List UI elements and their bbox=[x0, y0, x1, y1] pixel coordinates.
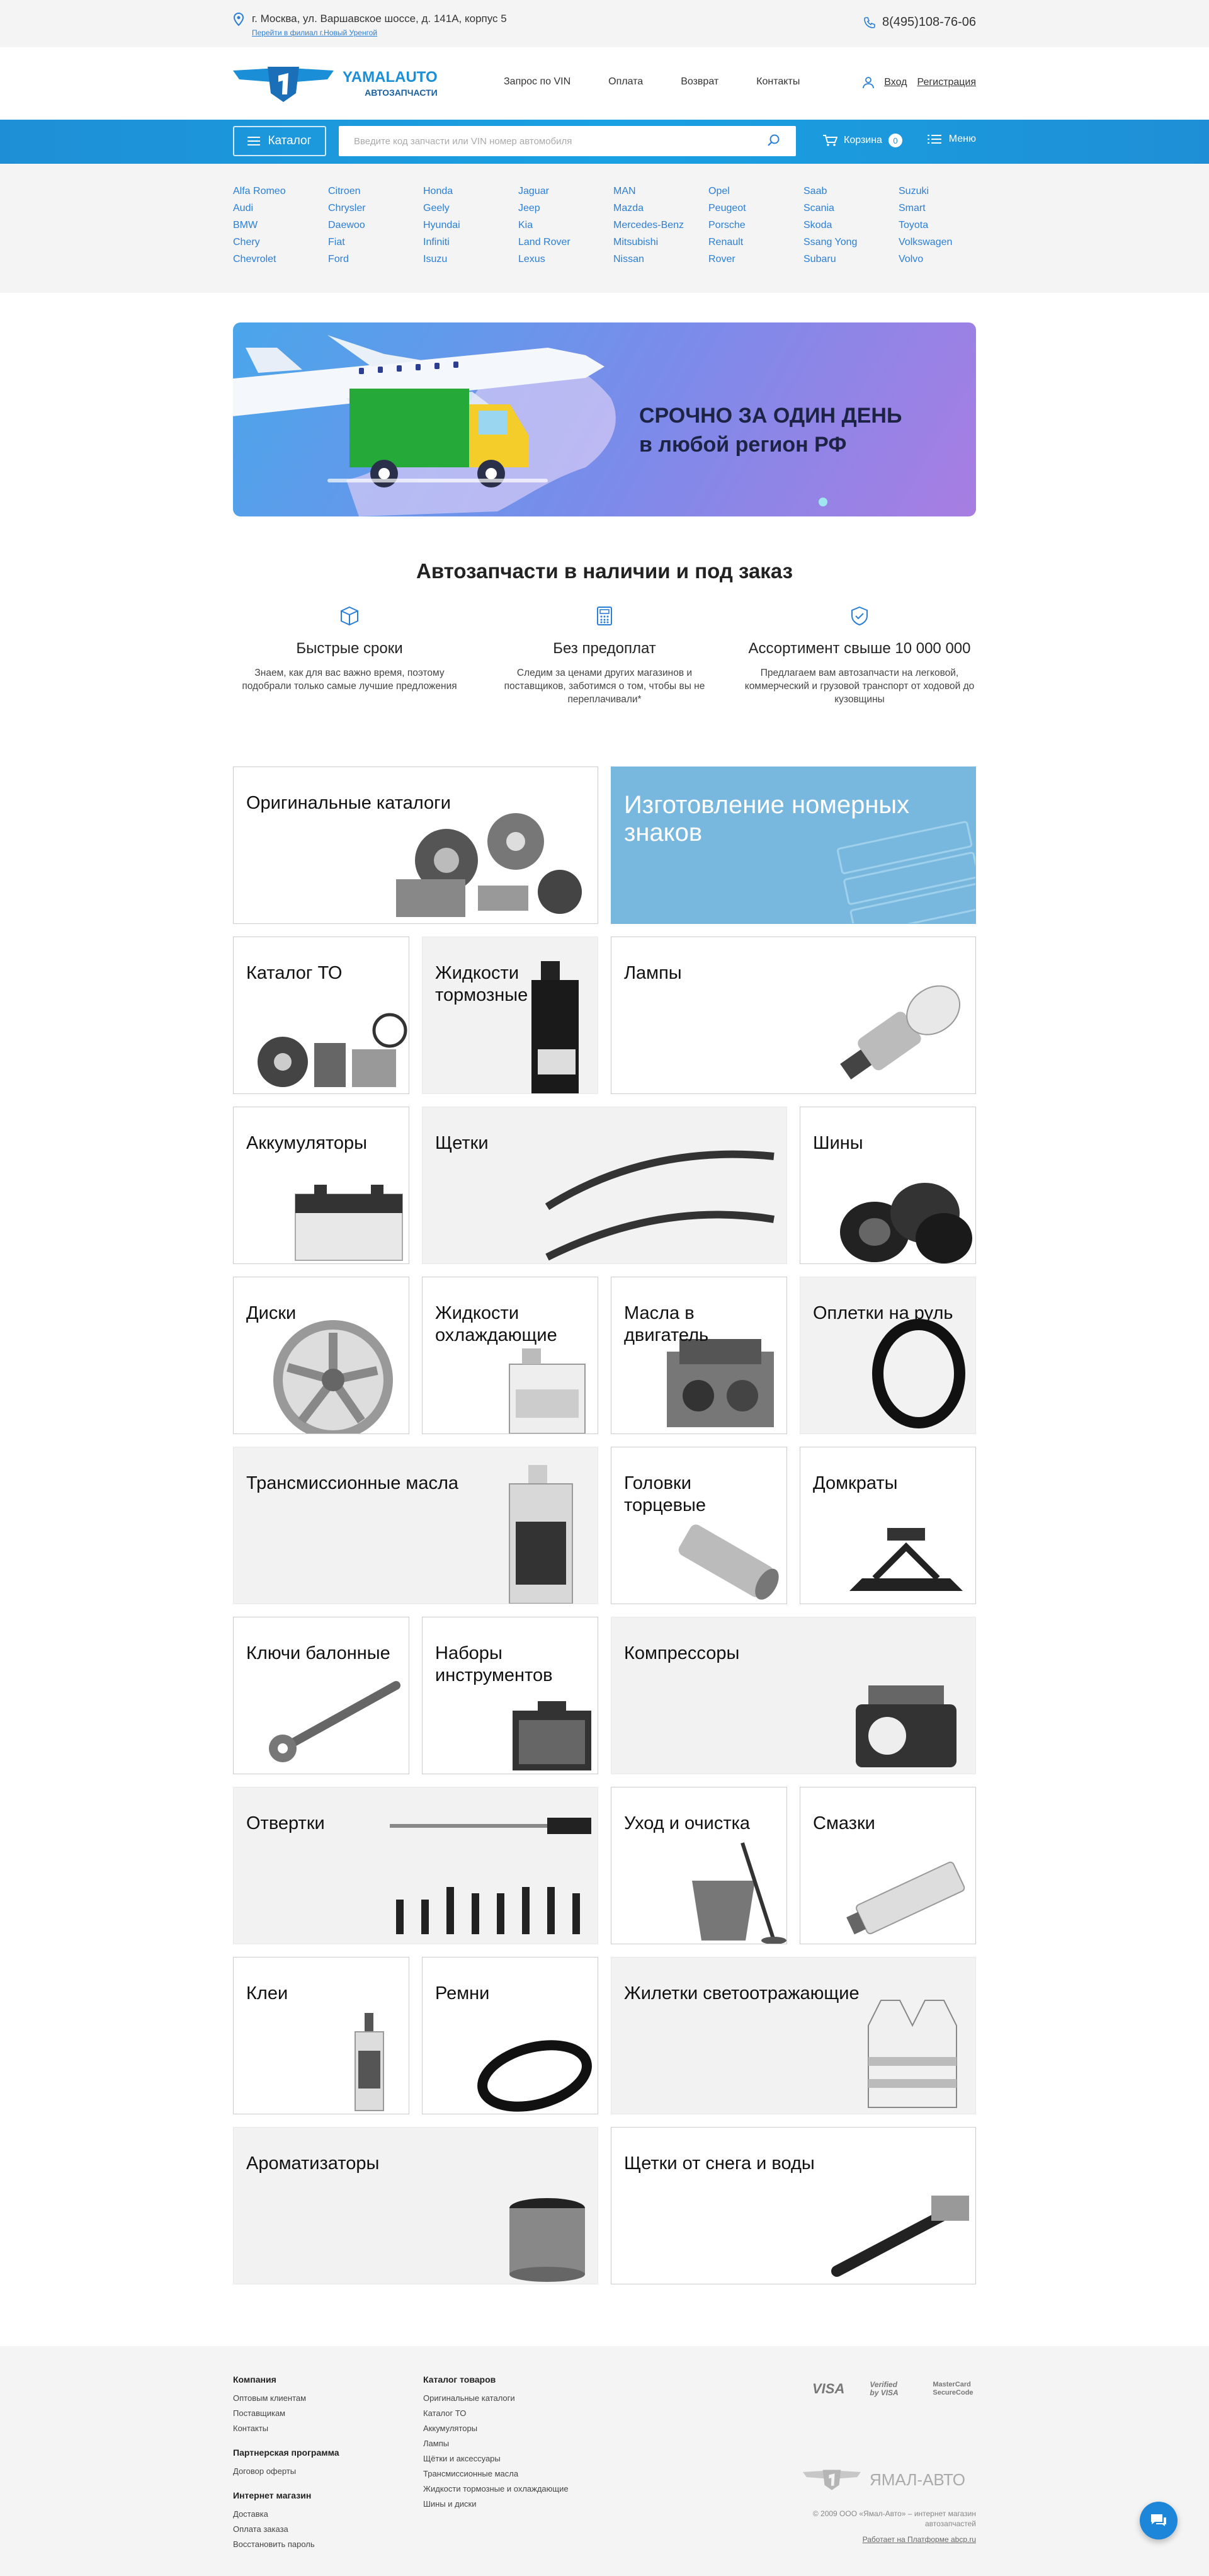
category-canister-image bbox=[497, 1339, 598, 1433]
category-bucket-image bbox=[667, 1837, 786, 1944]
category-tile-label: Жидкости тормозные bbox=[435, 963, 528, 1005]
feature-title: Быстрые сроки bbox=[296, 640, 403, 657]
footer-link[interactable]: Восстановить пароль bbox=[233, 2539, 315, 2549]
register-link[interactable]: Регистрация bbox=[917, 77, 976, 88]
brand-link[interactable]: Fiat bbox=[328, 237, 345, 248]
footer-link[interactable]: Щётки и аксессуары bbox=[423, 2454, 501, 2463]
category-tires-image bbox=[831, 1163, 975, 1263]
category-tile-label: Щетки от снега и воды bbox=[624, 2153, 815, 2174]
brand-link[interactable]: Ssang Yong bbox=[803, 237, 858, 248]
category-jar-image bbox=[497, 2189, 598, 2284]
category-tile[interactable] bbox=[233, 1957, 409, 2114]
category-tile[interactable] bbox=[422, 1277, 598, 1434]
category-tile-label: Шины bbox=[813, 1133, 863, 1153]
chat-icon bbox=[1150, 2512, 1167, 2529]
brand-link[interactable]: Ford bbox=[328, 254, 349, 265]
category-cartridge-image bbox=[346, 2007, 409, 2114]
category-battery-image bbox=[283, 1175, 409, 1263]
category-tile[interactable] bbox=[800, 1447, 976, 1604]
footer-logo-text: ЯМАЛ-АВТО bbox=[870, 2470, 965, 2489]
category-oil-image bbox=[484, 1459, 598, 1604]
category-tile-label: Наборы инструментов bbox=[435, 1643, 553, 1685]
feature-title: Ассортимент свыше 10 000 000 bbox=[748, 640, 971, 657]
category-tile[interactable] bbox=[233, 1277, 409, 1434]
brand-link[interactable]: Isuzu bbox=[423, 254, 448, 265]
brand-link[interactable]: Jaguar bbox=[518, 186, 549, 197]
nav-return[interactable]: Возврат bbox=[681, 76, 719, 87]
brand-link[interactable]: MAN bbox=[613, 186, 636, 197]
brand-link[interactable]: Mazda bbox=[613, 203, 644, 214]
category-belt-image bbox=[472, 2019, 598, 2114]
footer-link[interactable]: Оригинальные каталоги bbox=[423, 2393, 515, 2403]
platform-link[interactable]: Работает на Платформе abcp.ru bbox=[862, 2535, 976, 2544]
brand-link[interactable]: Volvo bbox=[899, 254, 924, 265]
category-compressor-image bbox=[831, 1667, 975, 1774]
category-socket-image bbox=[667, 1515, 786, 1604]
feature-text: Знаем, как для вас важно время, поэтому подобрали только самые лучшие предложения bbox=[242, 668, 457, 692]
footer-col-catalog bbox=[423, 2374, 569, 2512]
visa-logo: VISA bbox=[812, 2381, 845, 2396]
footer-link[interactable]: Шины и диски bbox=[423, 2499, 477, 2509]
logo-wings-icon bbox=[803, 2466, 861, 2493]
category-tile-label: Отвертки bbox=[246, 1813, 325, 1833]
feature-text: Предлагаем вам автозапчасти на легковой, коммерческий и грузовой транспорт от ходовой до кузовщины bbox=[744, 668, 975, 705]
category-tile[interactable] bbox=[611, 1957, 976, 2114]
feature-text: Следим за ценами других магазинов и поставщиков, заботимся о том, чтобы вы не переплачивали* bbox=[504, 668, 705, 705]
footer-link[interactable]: Оплата заказа bbox=[233, 2524, 288, 2534]
brand-link[interactable]: Chery bbox=[233, 237, 260, 248]
category-toolbox-image bbox=[503, 1685, 598, 1774]
verified-by-visa-logo: Verified by VISA bbox=[870, 2380, 899, 2397]
brand-link[interactable]: Nissan bbox=[613, 254, 644, 265]
brand-link[interactable]: Chevrolet bbox=[233, 254, 276, 265]
category-tile-label: Жилетки светоотражающие bbox=[624, 1983, 860, 2003]
category-tile-label: Трансмиссионные масла bbox=[246, 1473, 458, 1493]
footer-heading: Интернет магазин bbox=[233, 2490, 312, 2500]
category-tile-label: Жидкости охлаждающие bbox=[435, 1303, 557, 1345]
brand-link[interactable]: Toyota bbox=[899, 220, 929, 231]
brand-link[interactable]: Hyundai bbox=[423, 220, 460, 231]
chat-button[interactable] bbox=[1140, 2502, 1178, 2539]
category-lamp-image bbox=[812, 967, 975, 1093]
category-tile-label: Аккумуляторы bbox=[246, 1133, 368, 1153]
brand-link[interactable]: Mitsubishi bbox=[613, 237, 659, 248]
banner-headline: СРОЧНО ЗА ОДИН ДЕНЬ bbox=[639, 404, 902, 428]
nav-vin-request[interactable]: Запрос по VIN bbox=[504, 76, 571, 87]
footer-logo bbox=[803, 2466, 965, 2493]
feature-title: Без предоплат bbox=[553, 640, 656, 657]
brand-link[interactable]: Smart bbox=[899, 203, 926, 214]
nav-payment[interactable]: Оплата bbox=[608, 76, 644, 87]
category-tile[interactable] bbox=[422, 1107, 787, 1264]
footer-col-company bbox=[233, 2374, 339, 2552]
brand-link[interactable]: Mercedes-Benz bbox=[613, 220, 684, 231]
category-tile[interactable] bbox=[611, 767, 976, 924]
category-screwdrivers-image bbox=[371, 1805, 598, 1944]
footer-link[interactable]: Контакты bbox=[233, 2424, 269, 2433]
footer-link[interactable]: Трансмиссионные масла bbox=[423, 2469, 519, 2478]
branch-link[interactable]: Перейти в филиал г.Новый Уренгой bbox=[252, 28, 378, 37]
category-tile-label: Головки торцевые bbox=[624, 1473, 707, 1515]
category-tile[interactable] bbox=[422, 1957, 598, 2114]
category-filters-image bbox=[245, 1005, 409, 1093]
brand-link[interactable]: Honda bbox=[423, 186, 453, 197]
category-tile[interactable] bbox=[233, 2127, 598, 2284]
phone-number[interactable]: 8(495)108-76-06 bbox=[882, 15, 976, 29]
category-tile[interactable] bbox=[611, 1787, 787, 1944]
brand-link[interactable]: Jeep bbox=[518, 203, 540, 214]
category-tile[interactable] bbox=[611, 937, 976, 1094]
category-tile-label: Изготовление номерных знаков bbox=[624, 791, 910, 846]
footer-heading: Каталог товаров bbox=[423, 2374, 496, 2385]
category-tile[interactable] bbox=[611, 1277, 787, 1434]
footer-link[interactable]: Поставщикам bbox=[233, 2408, 286, 2418]
nav-contacts[interactable]: Контакты bbox=[756, 76, 800, 87]
category-tile[interactable] bbox=[233, 1617, 409, 1774]
footer-link[interactable]: Лампы bbox=[423, 2439, 450, 2448]
brand-link[interactable]: Alfa Romeo bbox=[233, 186, 286, 197]
logo-subtitle: АВТОЗАПЧАСТИ bbox=[365, 88, 438, 98]
logo-name: YAMALAUTO bbox=[343, 69, 438, 86]
brand-link[interactable]: Subaru bbox=[803, 254, 836, 265]
brand-link[interactable]: Peugeot bbox=[708, 203, 746, 214]
category-grid bbox=[233, 0, 976, 2576]
category-tile-label: Лампы bbox=[624, 963, 682, 983]
category-tile[interactable] bbox=[611, 2127, 976, 2284]
cart-label: Корзина bbox=[844, 135, 882, 145]
brand-link[interactable]: Skoda bbox=[803, 220, 832, 231]
mastercard-securecode-logo: MasterCard SecureCode bbox=[933, 2381, 973, 2396]
category-tile[interactable] bbox=[800, 1277, 976, 1434]
footer-link[interactable]: Каталог ТО bbox=[423, 2408, 467, 2418]
footer-link[interactable]: Договор оферты bbox=[233, 2466, 297, 2476]
category-tile-label: Ключи балонные bbox=[246, 1643, 390, 1663]
catalog-button-label: Каталог bbox=[268, 134, 312, 147]
category-tile-label: Масла в двигатель bbox=[624, 1303, 709, 1345]
category-scraper-image bbox=[818, 2189, 975, 2284]
footer-link[interactable]: Доставка bbox=[233, 2509, 268, 2519]
category-tile-label: Клеи bbox=[246, 1983, 288, 2003]
category-tile[interactable] bbox=[233, 1447, 598, 1604]
brand-link[interactable]: Chrysler bbox=[328, 203, 366, 214]
category-tile-label: Домкраты bbox=[813, 1473, 898, 1493]
category-tile-label: Оплетки на руль bbox=[813, 1303, 953, 1323]
menu-label: Меню bbox=[948, 134, 976, 144]
brand-link[interactable]: BMW bbox=[233, 220, 258, 231]
category-wrench-image bbox=[258, 1667, 409, 1774]
category-tile-label: Ремни bbox=[435, 1983, 490, 2003]
footer-link[interactable]: Оптовым клиентам bbox=[233, 2393, 307, 2403]
features-title: Автозапчасти в наличии и под заказ bbox=[416, 559, 793, 583]
category-tile[interactable] bbox=[233, 1787, 598, 1944]
brand-link[interactable]: Audi bbox=[233, 203, 254, 214]
category-tile[interactable] bbox=[800, 1107, 976, 1264]
category-tile[interactable] bbox=[233, 767, 598, 924]
brand-link[interactable]: Lexus bbox=[518, 254, 545, 265]
category-tile[interactable] bbox=[422, 937, 598, 1094]
brand-link[interactable]: Land Rover bbox=[518, 237, 570, 248]
category-tile-label: Каталог ТО bbox=[246, 963, 343, 983]
brand-link[interactable]: Renault bbox=[708, 237, 744, 248]
banner-subline: в любой регион РФ bbox=[639, 433, 847, 457]
copyright: © 2009 ООО «Ямал-Авто» – интернет магазин автозапчастей bbox=[812, 2509, 976, 2528]
address-text: г. Москва, ул. Варшавское шоссе, д. 141А, корпус 5 bbox=[252, 13, 507, 25]
footer-heading: Компания bbox=[233, 2374, 276, 2385]
category-tile-label: Смазки bbox=[813, 1813, 875, 1833]
category-tile-label: Ароматизаторы bbox=[246, 2153, 380, 2174]
category-vest-image bbox=[849, 1988, 975, 2114]
category-tile[interactable] bbox=[611, 1617, 976, 1774]
category-tile-label: Диски bbox=[246, 1303, 297, 1323]
brand-link[interactable]: Citroen bbox=[328, 186, 361, 197]
category-tile-label: Щетки bbox=[435, 1133, 489, 1153]
category-tile[interactable] bbox=[611, 1447, 787, 1604]
category-tile[interactable] bbox=[422, 1617, 598, 1774]
footer-link[interactable]: Аккумуляторы bbox=[423, 2424, 478, 2433]
brand-link[interactable]: Kia bbox=[518, 220, 533, 231]
payment-logos bbox=[812, 2381, 977, 2397]
category-jack-image bbox=[837, 1509, 975, 1604]
category-wipers-image bbox=[535, 1131, 786, 1263]
brand-link[interactable]: Geely bbox=[423, 203, 450, 214]
footer bbox=[0, 2346, 1209, 2576]
category-tube-image bbox=[837, 1849, 975, 1944]
footer-heading: Партнерская программа bbox=[233, 2448, 339, 2458]
brand-link[interactable]: Scania bbox=[803, 203, 834, 214]
brand-link[interactable]: Porsche bbox=[708, 220, 746, 231]
category-ring-image bbox=[849, 1308, 975, 1433]
brand-link[interactable]: Opel bbox=[708, 186, 730, 197]
category-tile-label: Уход и очистка bbox=[624, 1813, 751, 1833]
category-tile[interactable] bbox=[233, 1107, 409, 1264]
category-tile-label: Компрессоры bbox=[624, 1643, 740, 1663]
category-tile[interactable] bbox=[800, 1787, 976, 1944]
login-link[interactable]: Вход bbox=[884, 77, 907, 88]
brand-link[interactable]: Suzuki bbox=[899, 186, 929, 197]
brand-link[interactable]: Rover bbox=[708, 254, 735, 265]
brand-link[interactable]: Daewoo bbox=[328, 220, 365, 231]
category-tile-label: Оригинальные каталоги bbox=[246, 793, 451, 813]
brand-link[interactable]: Volkswagen bbox=[899, 237, 953, 248]
footer-link[interactable]: Жидкости тормозные и охлаждающие bbox=[423, 2484, 569, 2493]
brand-link[interactable]: Infiniti bbox=[423, 237, 450, 248]
category-tile[interactable] bbox=[233, 937, 409, 1094]
brand-link[interactable]: Saab bbox=[803, 186, 827, 197]
cart-count-badge: 0 bbox=[888, 134, 902, 147]
